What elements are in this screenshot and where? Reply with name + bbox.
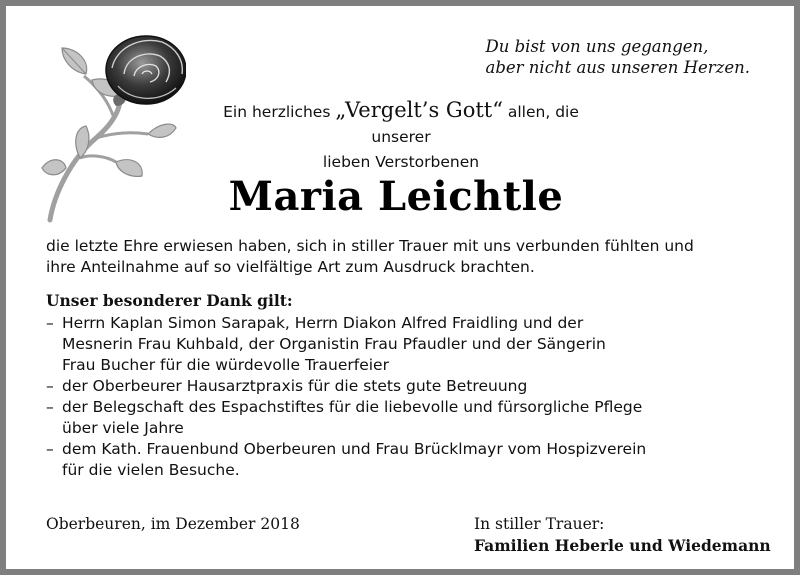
motto <box>486 36 751 78</box>
thanks-item-line: Frau Bucher für die würdevolle Trauerfeier <box>62 356 389 374</box>
main-text <box>46 236 776 278</box>
main-text-line-1: die letzte Ehre erwiesen haben, sich in stiller Trauer mit uns verbunden fühlten und <box>46 237 694 255</box>
mourners-label: In stiller Trauer: <box>474 515 605 533</box>
thanks-item-line: – dem Kath. Frauenbund Oberbeuren und Frau Brücklmayr vom Hospizverein <box>62 440 647 458</box>
rose-icon <box>36 30 186 226</box>
intro-line-2: lieben Verstorbenen <box>322 153 480 171</box>
thanks-item <box>46 397 776 439</box>
thanks-item-line: – der Belegschaft des Espachstiftes für die liebevolle und fürsorgliche Pflege <box>62 398 643 416</box>
main-text-line-2: ihre Anteilnahme auf so vielfältige Art zum Ausdruck brachten. <box>46 258 535 276</box>
motto-line-1: Du bist von uns gegangen, <box>485 37 709 56</box>
thanks-item <box>46 313 776 376</box>
mourners <box>474 514 771 556</box>
thanks-item-line: über viele Jahre <box>62 419 184 437</box>
thanks-item-line: für die vielen Besuche. <box>62 461 240 479</box>
intro-after: allen, die unserer <box>371 103 579 146</box>
place-date: Oberbeuren, im Dezember 2018 <box>46 515 300 533</box>
thanks-item <box>46 376 776 397</box>
motto-line-2: aber nicht aus unseren Herzen. <box>485 58 750 77</box>
thanks-heading: Unser besonderer Dank gilt: <box>46 291 293 310</box>
intro-before: Ein herzliches <box>223 103 336 121</box>
mourners-families: Familien Heberle und Wiedemann <box>474 536 771 555</box>
intro-highlight: „Vergelt’s Gott“ <box>335 98 503 122</box>
thanks-list <box>46 313 776 481</box>
thanks-intro <box>196 98 606 175</box>
thanks-item-line: Mesnerin Frau Kuhbald, der Organistin Frau Pfaudler und der Sängerin <box>62 335 606 353</box>
thanks-item <box>46 439 776 481</box>
thanks-item-line: – Herrn Kaplan Simon Sarapak, Herrn Diakon Alfred Fraidling und der <box>62 314 584 332</box>
thanks-item-line: – der Oberbeurer Hausarztpraxis für die stets gute Betreuung <box>62 377 528 395</box>
deceased-name: Maria Leichtle <box>228 173 564 220</box>
